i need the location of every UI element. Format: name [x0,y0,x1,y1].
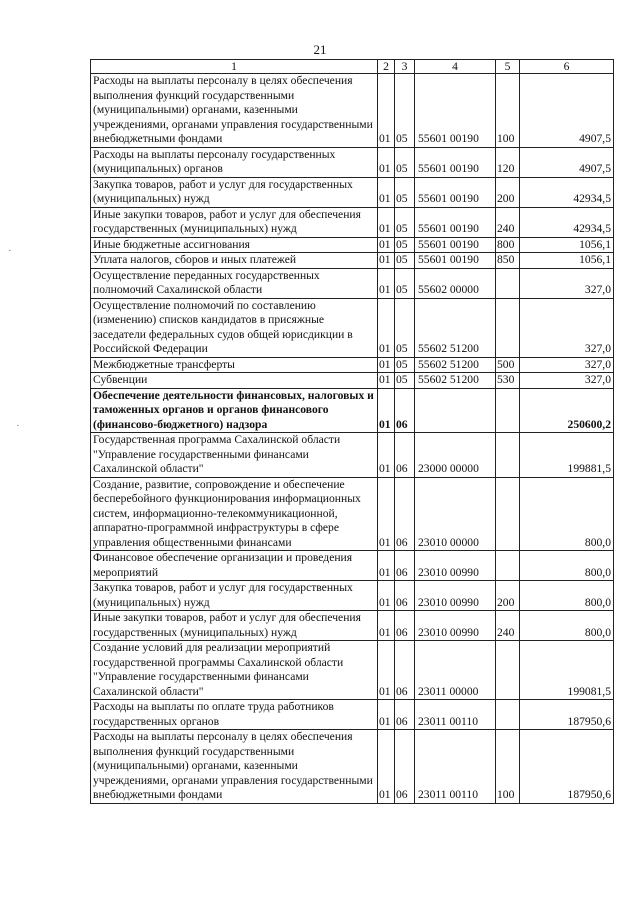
row-target-article-cell: 55602 51200 [415,357,496,373]
row-target-article-cell [415,388,496,433]
row-name-cell: Закупка товаров, работ и услуг для государственных (муниципальных) нужд [91,177,378,207]
row-sum-cell: 187950,6 [520,730,614,804]
row-target-article-cell: 55602 51200 [415,373,496,389]
row-target-article-cell: 55601 00190 [415,253,496,269]
row-target-article-cell: 55601 00190 [415,147,496,177]
row-expense-type-cell [496,477,520,551]
row-expense-type-cell: 200 [496,581,520,611]
row-sum-cell: 1056,1 [520,253,614,269]
row-subsection-cell: 05 [395,268,415,298]
margin-mark: · [8,245,12,257]
row-subsection-cell: 06 [395,581,415,611]
table-row [91,388,614,433]
column-header: 5 [496,60,520,74]
column-header: 3 [395,60,415,74]
table-row [91,237,614,253]
row-name-cell: Расходы на выплаты персоналу в целях обеспечения выполнения функций государственными (муниципальными) органами, казенными учреждениями, органами управления государственными внебюджетными фондами [91,730,378,804]
row-sum-cell: 42934,5 [520,207,614,237]
table-row [91,730,614,804]
row-section-cell: 01 [378,581,395,611]
row-section-cell: 01 [378,253,395,269]
table-row [91,253,614,269]
row-section-cell: 01 [378,298,395,357]
table-row [91,147,614,177]
row-subsection-cell: 05 [395,237,415,253]
row-expense-type-cell: 240 [496,611,520,641]
row-subsection-cell: 05 [395,147,415,177]
row-section-cell: 01 [378,74,395,148]
row-name-cell: Финансовое обеспечение организации и проведения мероприятий [91,551,378,581]
row-name-cell: Иные закупки товаров, работ и услуг для обеспечения государственных (муниципальных) нужд [91,611,378,641]
table-row [91,641,614,700]
row-name-cell: Расходы на выплаты персоналу в целях обеспечения выполнения функций государственными (муниципальными) органами, казенными учреждениями, органами управления государственными внебюджетными фондами [91,74,378,148]
row-target-article-cell: 55601 00190 [415,177,496,207]
row-target-article-cell: 55601 00190 [415,207,496,237]
table-row [91,433,614,478]
table-row [91,551,614,581]
table-row [91,373,614,389]
row-subsection-cell: 06 [395,641,415,700]
row-target-article-cell: 23010 00990 [415,611,496,641]
row-sum-cell: 199881,5 [520,433,614,478]
row-expense-type-cell: 200 [496,177,520,207]
row-sum-cell: 800,0 [520,477,614,551]
row-expense-type-cell: 500 [496,357,520,373]
row-name-cell: Иные бюджетные ассигнования [91,237,378,253]
row-name-cell: Расходы на выплаты персоналу государственных (муниципальных) органов [91,147,378,177]
row-section-cell: 01 [378,611,395,641]
row-target-article-cell: 23000 00000 [415,433,496,478]
row-section-cell: 01 [378,477,395,551]
table-row [91,177,614,207]
row-name-cell: Межбюджетные трансферты [91,357,378,373]
row-target-article-cell: 23011 00000 [415,641,496,700]
row-target-article-cell: 23010 00990 [415,551,496,581]
table-row [91,357,614,373]
row-section-cell: 01 [378,730,395,804]
row-section-cell: 01 [378,237,395,253]
row-target-article-cell: 23011 00110 [415,700,496,730]
row-name-cell: Осуществление полномочий по составлению (изменению) списков кандидатов в присяжные заседатели федеральных судов общей юрисдикции в Российской Федерации [91,298,378,357]
row-name-cell: Обеспечение деятельности финансовых, налоговых и таможенных органов и органов финансового (финансово-бюджетного) надзора [91,388,378,433]
row-expense-type-cell: 850 [496,253,520,269]
row-section-cell: 01 [378,433,395,478]
column-header: 1 [91,60,378,74]
row-subsection-cell: 06 [395,611,415,641]
row-section-cell: 01 [378,147,395,177]
row-sum-cell: 199081,5 [520,641,614,700]
row-expense-type-cell [496,551,520,581]
row-subsection-cell: 05 [395,373,415,389]
column-header: 4 [415,60,496,74]
row-target-article-cell: 55601 00190 [415,237,496,253]
page-number: 21 [313,42,327,57]
row-section-cell: 01 [378,207,395,237]
row-name-cell: Создание, развитие, сопровождение и обеспечение бесперебойного функционирования информационных систем, информационно-телекоммуникационной, аппаратно-программной инфраструктуры в сфере управления общественными финансами [91,477,378,551]
row-section-cell: 01 [378,700,395,730]
row-sum-cell: 327,0 [520,268,614,298]
row-expense-type-cell [496,268,520,298]
row-target-article-cell: 23010 00000 [415,477,496,551]
row-name-cell: Расходы на выплаты по оплате труда работников государственных органов [91,700,378,730]
row-subsection-cell: 05 [395,207,415,237]
row-name-cell: Создание условий для реализации мероприятий государственной программы Сахалинской области "Управление государственными финансами Сахалинской области" [91,641,378,700]
row-section-cell: 01 [378,268,395,298]
margin-mark: · [16,420,20,432]
row-subsection-cell: 06 [395,730,415,804]
row-name-cell: Иные закупки товаров, работ и услуг для обеспечения государственных (муниципальных) нужд [91,207,378,237]
row-name-cell: Уплата налогов, сборов и иных платежей [91,253,378,269]
table-row [91,611,614,641]
row-section-cell: 01 [378,177,395,207]
row-subsection-cell: 06 [395,433,415,478]
table-row [91,268,614,298]
row-name-cell: Закупка товаров, работ и услуг для государственных (муниципальных) нужд [91,581,378,611]
row-subsection-cell: 06 [395,388,415,433]
table-row [91,477,614,551]
row-subsection-cell: 05 [395,357,415,373]
table-header-row [91,60,614,74]
table-row [91,298,614,357]
row-subsection-cell: 06 [395,551,415,581]
row-subsection-cell: 06 [395,700,415,730]
row-section-cell: 01 [378,551,395,581]
row-sum-cell: 327,0 [520,298,614,357]
row-subsection-cell: 05 [395,177,415,207]
row-subsection-cell: 06 [395,477,415,551]
row-sum-cell: 800,0 [520,611,614,641]
row-sum-cell: 800,0 [520,581,614,611]
row-expense-type-cell: 530 [496,373,520,389]
row-section-cell: 01 [378,388,395,433]
row-section-cell: 01 [378,373,395,389]
row-expense-type-cell [496,298,520,357]
row-expense-type-cell: 240 [496,207,520,237]
row-sum-cell: 4907,5 [520,147,614,177]
row-expense-type-cell [496,388,520,433]
row-target-article-cell: 23011 00110 [415,730,496,804]
row-sum-cell: 4907,5 [520,74,614,148]
row-section-cell: 01 [378,357,395,373]
table-row [91,700,614,730]
row-sum-cell: 250600,2 [520,388,614,433]
row-section-cell: 01 [378,641,395,700]
row-name-cell: Осуществление переданных государственных полномочий Сахалинской области [91,268,378,298]
row-expense-type-cell: 800 [496,237,520,253]
budget-table [90,59,614,804]
row-name-cell: Субвенции [91,373,378,389]
row-sum-cell: 42934,5 [520,177,614,207]
row-target-article-cell: 55601 00190 [415,74,496,148]
row-target-article-cell: 23010 00990 [415,581,496,611]
row-sum-cell: 327,0 [520,357,614,373]
table-row [91,581,614,611]
row-target-article-cell: 55602 00000 [415,268,496,298]
row-expense-type-cell: 120 [496,147,520,177]
row-expense-type-cell [496,433,520,478]
row-target-article-cell: 55602 51200 [415,298,496,357]
column-header: 2 [378,60,395,74]
row-expense-type-cell: 100 [496,730,520,804]
table-row [91,74,614,148]
table-row [91,207,614,237]
row-sum-cell: 1056,1 [520,237,614,253]
row-sum-cell: 187950,6 [520,700,614,730]
row-expense-type-cell [496,641,520,700]
column-header: 6 [520,60,614,74]
row-subsection-cell: 05 [395,298,415,357]
row-expense-type-cell: 100 [496,74,520,148]
row-sum-cell: 327,0 [520,373,614,389]
row-sum-cell: 800,0 [520,551,614,581]
row-name-cell: Государственная программа Сахалинской области "Управление государственными финансами Сахалинской области" [91,433,378,478]
row-subsection-cell: 05 [395,253,415,269]
row-expense-type-cell [496,700,520,730]
row-subsection-cell: 05 [395,74,415,148]
